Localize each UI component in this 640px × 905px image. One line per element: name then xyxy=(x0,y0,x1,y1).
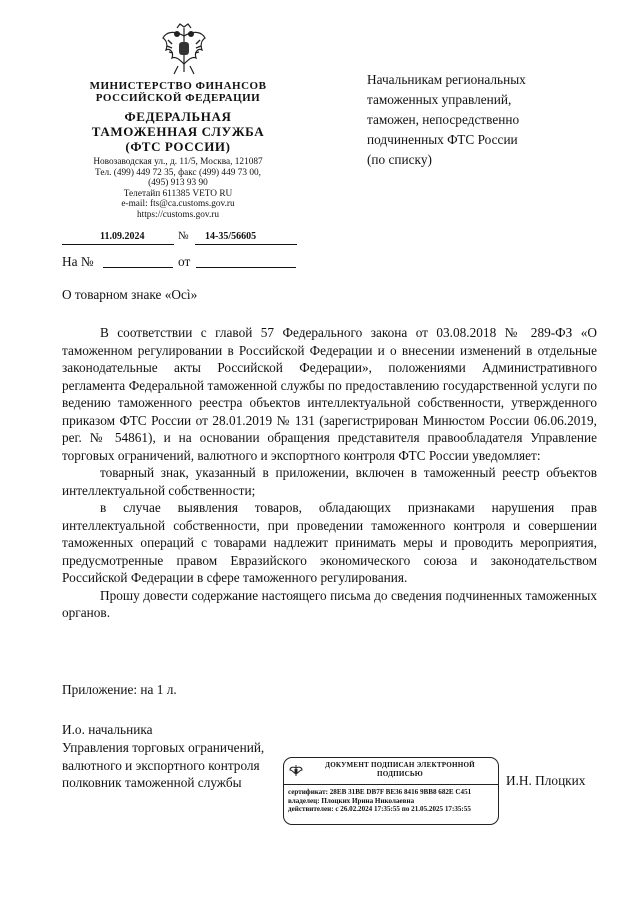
ministry-line-2: РОССИЙСКОЙ ФЕДЕРАЦИИ xyxy=(95,92,261,104)
stamp-header-line-1: ДОКУМЕНТ ПОДПИСАН ЭЛЕКТРОННОЙ xyxy=(325,761,475,769)
stamp-certificate: сертификат: 28EB 31BE DB7F BE36 8416 9BB8 682E C451 xyxy=(288,788,472,796)
signer-position xyxy=(62,721,264,792)
addressee-line: (по списку) xyxy=(367,152,432,167)
signer-line: валютного и экспортного контроля xyxy=(62,757,260,773)
addressee-line: таможенных управлений, xyxy=(367,92,512,107)
signer-name: И.Н. Плоцких xyxy=(506,773,586,788)
letter-body xyxy=(62,324,597,622)
stamp-header xyxy=(304,761,496,778)
body-paragraph: в случае выявления товаров, обладающих признаками нарушения прав интеллектуальной собственности, при проведении таможенного контроля и совершении таможенных операций с товарами надлежит принимать меры и проводить мероприятия, предусмотренные правом Евразийского экономического союза и законодательством Российской Федерации в сфере таможенного регулирования. xyxy=(62,500,597,585)
reference-number-blank xyxy=(103,267,173,268)
body-paragraph: В соответствии с главой 57 Федерального закона от 03.08.2018 № 289-ФЗ «О таможенном регулировании в Российской Федерации и о внесении изменений в отдельные законодательные акты Российской Федерации», положениями Административного регламента Федеральной таможенной службы по предоставлению государственной услуги по ведению таможенного реестра объектов интеллектуальной собственности, утвержденного приказом ФТС России от 28.01.2019 № 131 (зарегистрирован Минюстом России 06.06.2019, рег. № 54861), и на основании обращения представителя правообладателя Управление торговых ограничений, валютного и экспортного контроля ФТС России уведомляет: xyxy=(62,325,597,463)
addressee-line: Начальникам региональных xyxy=(367,72,526,87)
reference-date-blank xyxy=(196,267,296,268)
agency-contacts xyxy=(58,157,298,220)
body-paragraph: товарный знак, указанный в приложении, включен в таможенный реестр объектов интеллектуальной собственности; xyxy=(62,465,597,498)
contact-phone: Тел. (499) 449 72 35, факс (499) 449 73 00, xyxy=(95,167,261,178)
stamp-details xyxy=(288,788,500,814)
contact-website: https://customs.gov.ru xyxy=(136,209,220,220)
ministry-name xyxy=(58,80,298,104)
agency-name xyxy=(58,109,298,154)
signer-line: Управления торговых ограничений, xyxy=(62,739,265,755)
stamp-owner: владелец: Плоцких Ирина Николаевна xyxy=(288,796,415,805)
signer-line: полковник таможенной службы xyxy=(62,775,242,791)
stamp-header-line-2: ПОДПИСЬЮ xyxy=(377,769,423,778)
addressee-line: подчиненных ФТС России xyxy=(367,132,518,147)
agency-line-1: ФЕДЕРАЛЬНАЯ xyxy=(124,109,232,124)
contact-address: Новозаводская ул., д. 11/5, Москва, 121087 xyxy=(93,157,263,167)
contact-email: e-mail: fts@ca.customs.gov.ru xyxy=(121,199,235,209)
agency-line-3: (ФТС РОССИИ) xyxy=(125,139,231,154)
attachment-note: Приложение: на 1 л. xyxy=(62,682,177,697)
contact-phone-2: (495) 913 93 90 xyxy=(148,178,208,188)
coat-of-arms-emblem xyxy=(160,22,208,78)
reference-number-label: На № xyxy=(62,254,94,269)
coat-of-arms-icon xyxy=(289,764,303,777)
reference-date-label: от xyxy=(178,254,191,269)
ministry-line-1: МИНИСТЕРСТВО ФИНАНСОВ xyxy=(89,80,267,92)
stamp-validity: действителен: с 26.02.2024 17:35:55 по 21.05.2025 17:35:55 xyxy=(288,805,471,814)
registration-date-underline xyxy=(62,244,174,245)
registration-number-underline xyxy=(195,244,297,245)
stamp-divider xyxy=(284,784,498,785)
registration-number: 14-35/56605 xyxy=(205,231,257,242)
electronic-signature-stamp xyxy=(283,757,499,825)
signer-line: И.о. начальника xyxy=(62,722,153,737)
registration-number-label: № xyxy=(178,230,189,242)
agency-line-2: ТАМОЖЕННАЯ СЛУЖБА xyxy=(91,124,265,139)
registration-date: 11.09.2024 xyxy=(100,231,145,242)
body-paragraph: Прошу довести содержание настоящего письма до сведения подчиненных таможенных органов. xyxy=(62,587,597,620)
addressee-block xyxy=(367,70,577,170)
letter-subject: О товарном знаке «Ocì» xyxy=(62,287,198,302)
addressee-line: таможен, непосредственно xyxy=(367,112,520,127)
contact-teletype: Телетайп 611385 VETO RU xyxy=(123,188,233,199)
